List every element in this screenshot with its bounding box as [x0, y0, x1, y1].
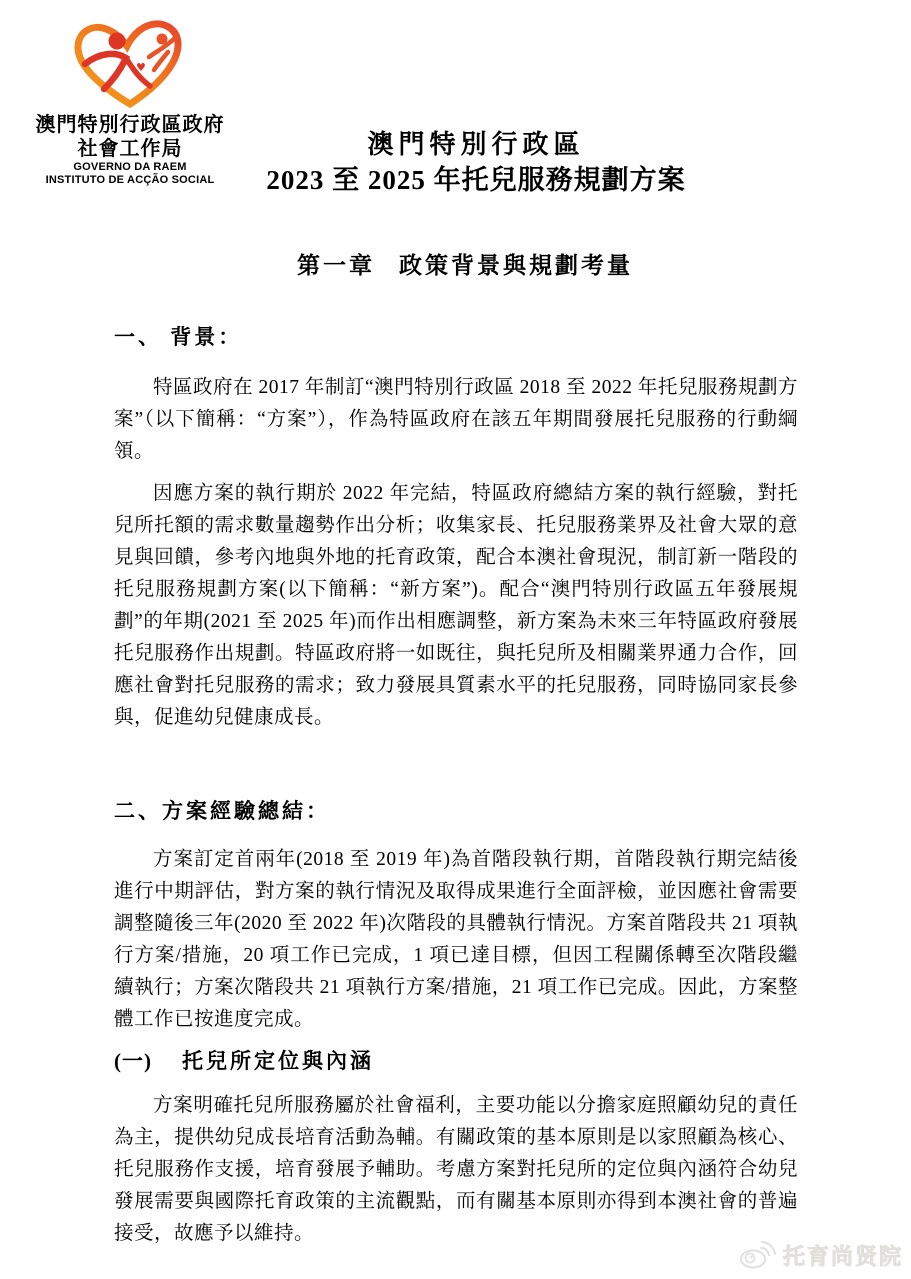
svg-text:♥: ♥	[136, 61, 146, 74]
subsection-1-number: (一)	[114, 1049, 152, 1073]
agency-name-zh-line2: 社會工作局	[77, 138, 183, 160]
weibo-icon	[739, 1239, 777, 1271]
watermark	[739, 1239, 903, 1271]
watermark-text: 托育尚贤院	[782, 1243, 903, 1269]
document-title-line1: 澳門特別行政區	[367, 130, 585, 159]
section-1-heading: 一、 背景：	[114, 325, 243, 349]
agency-logo-block	[22, 16, 238, 187]
document-title	[236, 128, 716, 199]
chapter-heading	[0, 247, 911, 280]
agency-name-zh-line1: 澳門特別行政區政府	[35, 114, 225, 136]
chapter-number: 第一章	[297, 253, 375, 278]
document-body	[114, 318, 798, 1250]
section-1-paragraph-2: 因應方案的執行期於 2022 年完結，特區政府總結方案的執行經驗，對托兒所托額的需求數量趨勢作出分析；收集家長、托兒服務業界及社會大眾的意見與回饋，參考內地與外地的托育政策，配合本澳社會現況，制訂新一階段的托兒服務規劃方案(以下簡稱：“新方案”)。配合“澳門特別行政區五年發展規劃”的年期(2021 至 2025 年)而作出相應調整，新方案為未來三年特區政府發展托兒服務作出規劃。特區政府將一如既往，與托兒所及相關業界通力合作，回應社會對托兒服務的需求；致力發展具質素水平的托兒服務，同時協同家長參與，促進幼兒健康成長。	[114, 483, 798, 728]
subsection-1-title: 托兒所定位與內涵	[182, 1049, 374, 1073]
section-2-paragraph-1: 方案訂定首兩年(2018 至 2019 年)為首階段執行期，首階段執行期完結後進行中期評估，對方案的執行情況及取得成果進行全面評檢，並因應社會需要調整隨後三年(2020 至 2022 年)次階段的具體執行情況。方案首階段共 21 項執行方案/措施，20 項工作已完成，1 項已達目標，但因工程關係轉至次階段繼續執行；方案次階段共 21 項執行方案/措施，21 項工作已完成。因此，方案整體工作已按進度完成。	[114, 849, 798, 1030]
agency-name-pt-line2: INSTITUTO DE ACÇÃO SOCIAL	[45, 174, 215, 186]
subsection-1-heading	[114, 1046, 798, 1076]
section-1-paragraph-1: 特區政府在 2017 年制訂“澳門特別行政區 2018 至 2022 年托兒服務規劃方案”（以下簡稱：“方案”），作為特區政府在該五年期間發展托兒服務的行動綱領。	[114, 377, 798, 462]
heart-figures-logo-icon	[65, 16, 195, 111]
document-title-line2: 2023 至 2025 年托兒服務規劃方案	[266, 165, 686, 195]
subsection-1-paragraph-1: 方案明確托兒所服務屬於社會福利，主要功能以分擔家庭照顧幼兒的責任為主，提供幼兒成長培育活動為輔。有關政策的基本原則是以家照顧為核心、托兒服務作支援，培育發展予輔助。考慮方案對托兒所的定位與內涵符合幼兒發展需要與國際托育政策的主流觀點，而有關基本原則亦得到本澳社會的普遍接受，故應予以維持。	[114, 1095, 798, 1244]
chapter-title: 政策背景與規劃考量	[399, 253, 633, 278]
section-2-heading: 二、方案經驗總結：	[114, 799, 330, 823]
agency-name-pt-line1: GOVERNO DA RAEM	[73, 161, 187, 173]
